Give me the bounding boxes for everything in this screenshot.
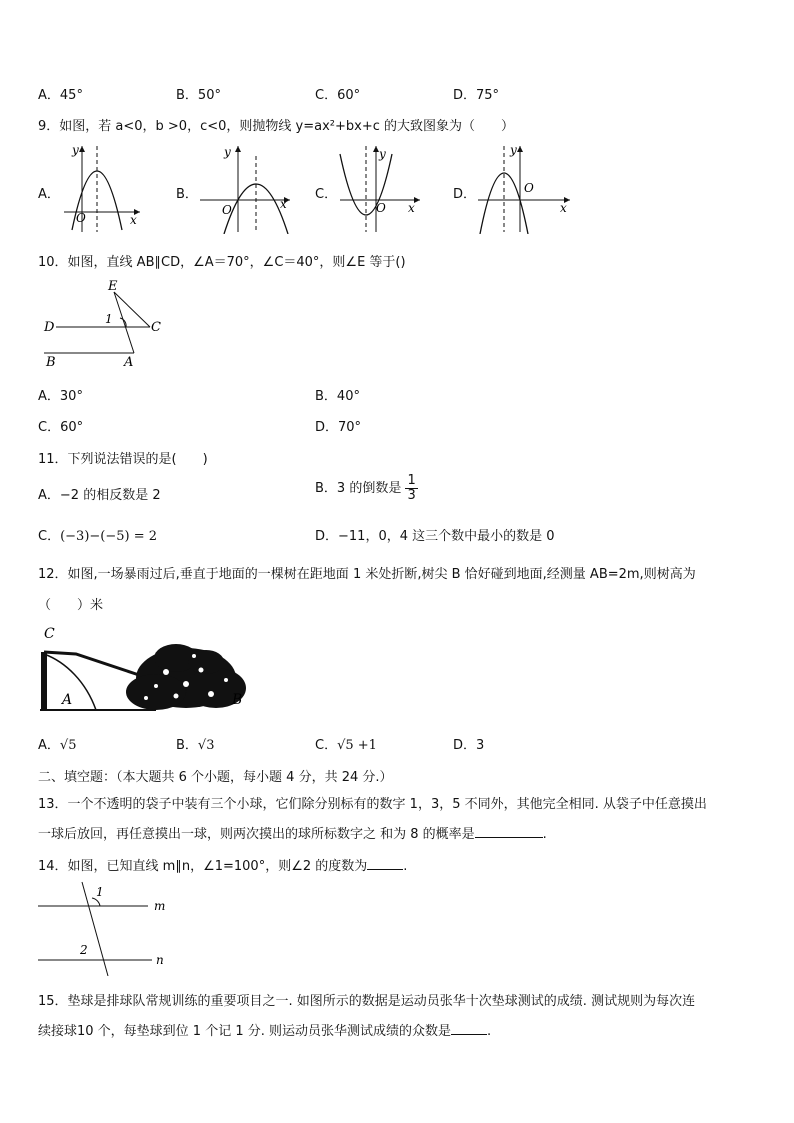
q11-option-c: C．(−3)−(−5) = 2 xyxy=(38,529,158,544)
q14-label-n: n xyxy=(156,953,164,967)
tree-trunk xyxy=(41,652,47,710)
q9-stem: 9．如图，若 a<0，b >0，c<0，则抛物线 y=ax²+bx+c 的大致图象为（ ） xyxy=(38,119,514,134)
q9c-y-label: y xyxy=(379,147,386,161)
q9-graph-d xyxy=(474,142,572,234)
q14-label-2: 2 xyxy=(80,943,88,957)
q12-option-a: A．√5 xyxy=(38,738,77,753)
q9-option-d-label: D． xyxy=(453,187,477,202)
q10-figure xyxy=(40,278,170,370)
q12-option-d: D．3 xyxy=(453,738,485,753)
q9-graph-c xyxy=(336,142,422,234)
q8-option-b: B．50° xyxy=(176,88,221,103)
q11-option-b: B．3 的倒数是 $\frac{1}{3}$ xyxy=(315,473,416,503)
q11-option-b-fraction: $\frac{1}{3}$ xyxy=(407,473,416,503)
q12-tree-figure xyxy=(36,622,256,714)
q9a-x-label: x xyxy=(130,213,137,227)
q9b-y-label: y xyxy=(224,145,231,159)
q12-label-c: C xyxy=(44,626,55,642)
q12-stem-line2: （ ）米 xyxy=(38,598,104,613)
q10-stem: 10．如图，直线 AB∥CD，∠A＝70°，∠C＝40°，则∠E 等于() xyxy=(38,255,406,270)
q15-line1: 15．垫球是排球队常规训练的重要项目之一. 如图所示的数据是运动员张华十次垫球测试的成绩. 测试规则为每次连 xyxy=(38,994,696,1009)
q14-answer-blank[interactable] xyxy=(367,857,403,870)
q9d-y-label: y xyxy=(510,143,517,157)
q12-option-c: C．√5 +1 xyxy=(315,738,377,753)
q9c-x-label: x xyxy=(408,201,415,215)
q10-option-d: D．70° xyxy=(315,420,362,435)
section-2-title: 二、填空题：（本大题共 6 个小题，每小题 4 分，共 24 分.） xyxy=(38,770,393,785)
q9b-origin-label: O xyxy=(222,203,232,217)
q12-stem-line1: 12．如图,一场暴雨过后,垂直于地面的一棵树在距地面 1 米处折断,树尖 B 恰好碰到地面,经测量 AB=2m,则树高为 xyxy=(38,567,696,582)
q8-option-a: A．45° xyxy=(38,88,83,103)
q10-option-c: C．60° xyxy=(38,420,84,435)
q10-label-a: A xyxy=(124,355,134,370)
q14-stem: 14．如图，已知直线 m∥n，∠1=100°，则∠2 的度数为 . xyxy=(38,859,408,874)
q14-label-1: 1 xyxy=(96,885,104,899)
q13-line1: 13．一个不透明的袋子中装有三个小球，它们除分别标有的数字 1，3，5 不同外，其他完全相同. 从袋子中任意摸出 xyxy=(38,797,707,812)
q14-label-m: m xyxy=(154,899,166,913)
q11-option-a: A．−2 的相反数是 2 xyxy=(38,488,161,503)
q10-label-b: B xyxy=(46,355,56,370)
q9d-origin-label: O xyxy=(524,181,534,195)
q9d-x-label: x xyxy=(560,201,567,215)
q10-option-b: B．40° xyxy=(315,389,360,404)
q13-answer-blank[interactable] xyxy=(475,825,543,838)
q9a-origin-label: O xyxy=(76,211,86,225)
q12-option-b: B．√3 xyxy=(176,738,215,753)
q9b-x-label: x xyxy=(280,197,287,211)
q11-option-d: D．−11，0，4 这三个数中最小的数是 0 xyxy=(315,529,555,544)
q13-line2: 一球后放回，再任意摸出一球，则两次摸出的球所标数字之 和为 8 的概率是 . xyxy=(38,827,547,842)
q10-label-1: 1 xyxy=(105,312,113,326)
q8-option-c: C．60° xyxy=(315,88,361,103)
q9-graph-a xyxy=(60,142,142,234)
q15-answer-blank[interactable] xyxy=(451,1022,487,1035)
q10-label-d: D xyxy=(44,320,55,335)
q10-option-a: A．30° xyxy=(38,389,83,404)
q8-option-d: D．75° xyxy=(453,88,500,103)
q10-label-c: C xyxy=(151,320,161,335)
q14-figure xyxy=(36,880,176,976)
q15-line2: 续接球10 个，每垫球到位 1 个记 1 分. 则运动员张华测试成绩的众数是 . xyxy=(38,1024,492,1039)
q10-label-e: E xyxy=(108,279,118,294)
q12-label-a: A xyxy=(62,692,73,708)
q9a-y-label: y xyxy=(72,143,79,157)
q9-option-b-label: B． xyxy=(176,187,198,202)
q9-graph-b xyxy=(196,142,292,234)
tree-foliage xyxy=(126,644,246,710)
q12-label-b: B xyxy=(232,692,243,708)
q9-option-c-label: C． xyxy=(315,187,338,202)
q11-stem: 11．下列说法错误的是( ) xyxy=(38,452,208,467)
q9-option-a-label: A． xyxy=(38,187,60,202)
q9c-origin-label: O xyxy=(376,201,386,215)
